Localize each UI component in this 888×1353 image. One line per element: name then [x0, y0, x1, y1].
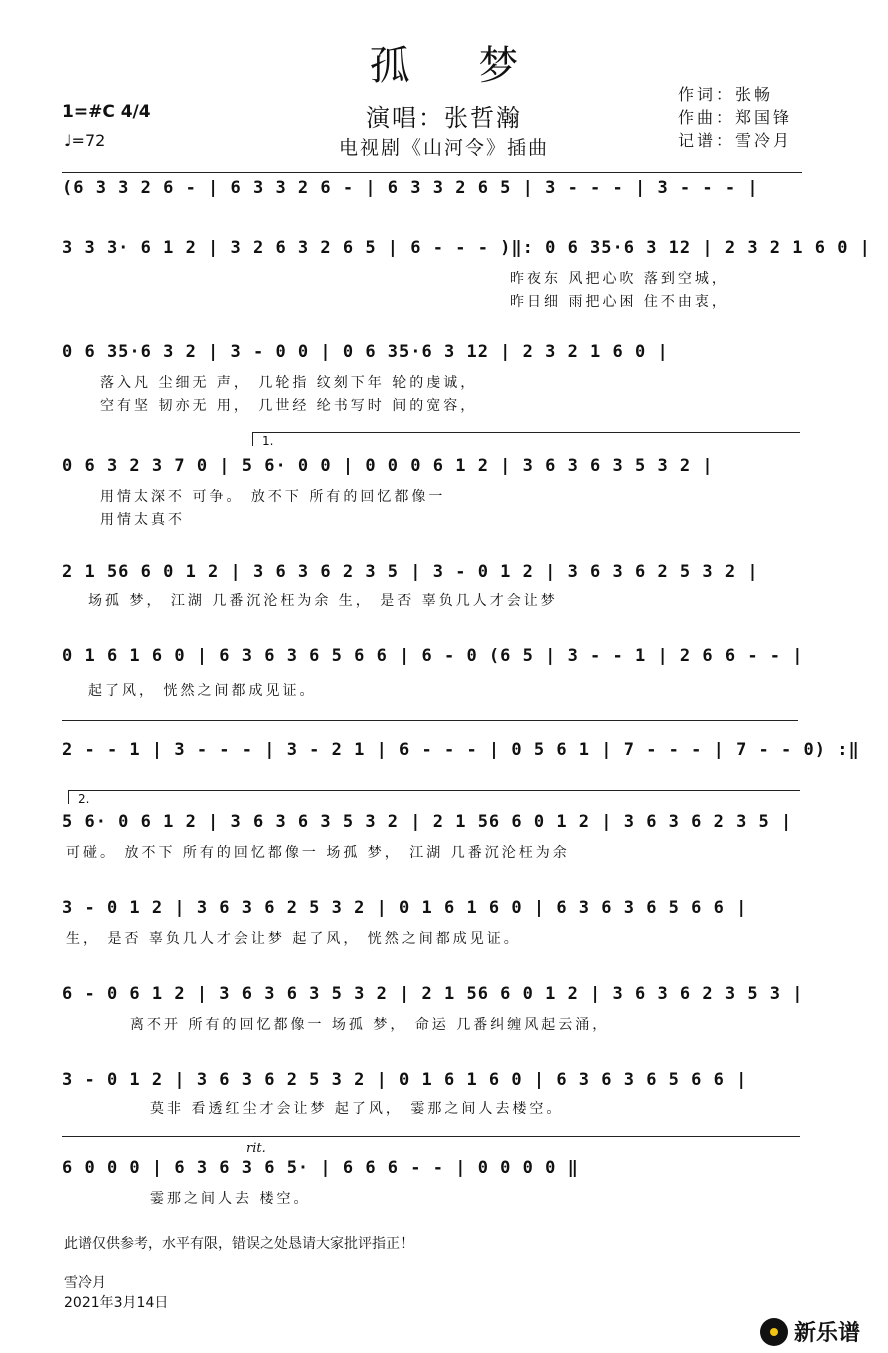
- record-disc-icon: [760, 1318, 788, 1346]
- disclaimer-note: 此谱仅供参考，水平有限，错误之处恳请大家批评指正！: [64, 1236, 414, 1252]
- transcriber-credit: 记谱：雪冷月: [678, 131, 793, 150]
- score-line-2: 3 3 3· 6 1 2 | 3 2 6 3 2 6 5 | 6 - - - )‖: 0 6 35·6 3 12 | 2 3 2 1 6 0 |: [62, 238, 871, 258]
- site-logo: [760, 1316, 860, 1347]
- volta-bracket: [252, 432, 800, 433]
- arrangement-date: 2021年3月14日: [64, 1295, 169, 1311]
- volta-label: 1.: [262, 434, 274, 448]
- lyric-line: 空有坚 韧亦无 用， 几世经 纶书写时 间的宽容，: [100, 398, 478, 414]
- lyric-line: 昨日细 雨把心困 住不由衷，: [510, 294, 729, 310]
- lyric-line: 莫非 看透红尘才会让梦 起了风， 霎那之间人去楼空。: [150, 1101, 564, 1117]
- key-signature: 1=#C 4/4: [62, 102, 151, 122]
- lyric-line: 离不开 所有的回忆都像一 场孤 梦， 命运 几番纠缠风起云涌，: [130, 1017, 610, 1033]
- tempo-marking: ♩=72: [64, 131, 106, 150]
- staff-rule: [62, 1136, 800, 1137]
- score-line-6: 0 1 6 1 6 0 | 6 3 6 3 6 5 6 6 | 6 - 0 (6 5 | 3 - - 1 | 2 6 6 - - |: [62, 646, 804, 666]
- lyric-line: 可碰。 放不下 所有的回忆都像一 场孤 梦， 江湖 几番沉沦枉为余: [66, 845, 570, 861]
- lyric-line: 用情太深不 可争。 放不下 所有的回忆都像一: [100, 489, 446, 505]
- lyric-line: 落入凡 尘细无 声， 几轮指 纹刻下年 轮的虔诚，: [100, 375, 478, 391]
- lyric-line: 起了风， 恍然之间都成见证。: [88, 683, 317, 699]
- score-line-3: 0 6 35·6 3 2 | 3 - 0 0 | 0 6 35·6 3 12 | 2 3 2 1 6 0 |: [62, 342, 669, 362]
- volta-label: 2.: [78, 792, 90, 806]
- score-line-7: 2 - - 1 | 3 - - - | 3 - 2 1 | 6 - - - | 0 5 6 1 | 7 - - - | 7 - - 0) :‖: [62, 740, 860, 760]
- composer-credit: 作曲：郑国锋: [678, 108, 793, 127]
- score-line-5: 2 1 56 6 0 1 2 | 3 6 3 6 2 3 5 | 3 - 0 1 2 | 3 6 3 6 2 5 3 2 |: [62, 562, 759, 582]
- song-source: 电视剧《山河令》插曲: [338, 137, 549, 159]
- singer-credit: 演唱：张哲瀚: [366, 104, 522, 132]
- ritardando-mark: rit.: [246, 1141, 266, 1156]
- logo-text: 新乐谱: [794, 1321, 861, 1346]
- score-line-4: 0 6 3 2 3 7 0 | 5 6· 0 0 | 0 0 0 6 1 2 | 3 6 3 6 3 5 3 2 |: [62, 456, 714, 476]
- arranger-name: 雪冷月: [64, 1275, 106, 1291]
- score-line-12: 6 0 0 0 | 6 3 6 3 6 5· | 6 6 6 - - | 0 0 0 0 ‖: [62, 1158, 579, 1178]
- lyricist-credit: 作词：张畅: [678, 85, 774, 104]
- staff-rule: [62, 720, 798, 721]
- score-line-10: 6 - 0 6 1 2 | 3 6 3 6 3 5 3 2 | 2 1 56 6 0 1 2 | 3 6 3 6 2 3 5 3 |: [62, 984, 804, 1004]
- volta-bracket-edge: [252, 432, 253, 446]
- score-line-9: 3 - 0 1 2 | 3 6 3 6 2 5 3 2 | 0 1 6 1 6 0 | 6 3 6 3 6 5 6 6 |: [62, 898, 748, 918]
- lyric-line: 生， 是否 辜负几人才会让梦 起了风， 恍然之间都成见证。: [66, 931, 521, 947]
- lyric-line: 昨夜东 风把心吹 落到空城，: [510, 271, 729, 287]
- score-line-11: 3 - 0 1 2 | 3 6 3 6 2 5 3 2 | 0 1 6 1 6 0 | 6 3 6 3 6 5 6 6 |: [62, 1070, 748, 1090]
- score-line-8: 5 6· 0 6 1 2 | 3 6 3 6 3 5 3 2 | 2 1 56 6 0 1 2 | 3 6 3 6 2 3 5 |: [62, 812, 793, 832]
- page-title: 孤 梦: [369, 43, 547, 89]
- lyric-line: 霎那之间人去 楼空。: [150, 1191, 311, 1207]
- lyric-line: 用情太真不: [100, 512, 185, 528]
- volta-bracket: [68, 790, 800, 791]
- volta-bracket-edge: [68, 790, 69, 804]
- score-line-1: (6 3 3 2 6 - | 6 3 3 2 6 - | 6 3 3 2 6 5 | 3 - - - | 3 - - - |: [62, 178, 759, 198]
- lyric-line: 场孤 梦， 江湖 几番沉沦枉为余 生， 是否 辜负几人才会让梦: [88, 593, 558, 609]
- staff-rule: [62, 172, 802, 173]
